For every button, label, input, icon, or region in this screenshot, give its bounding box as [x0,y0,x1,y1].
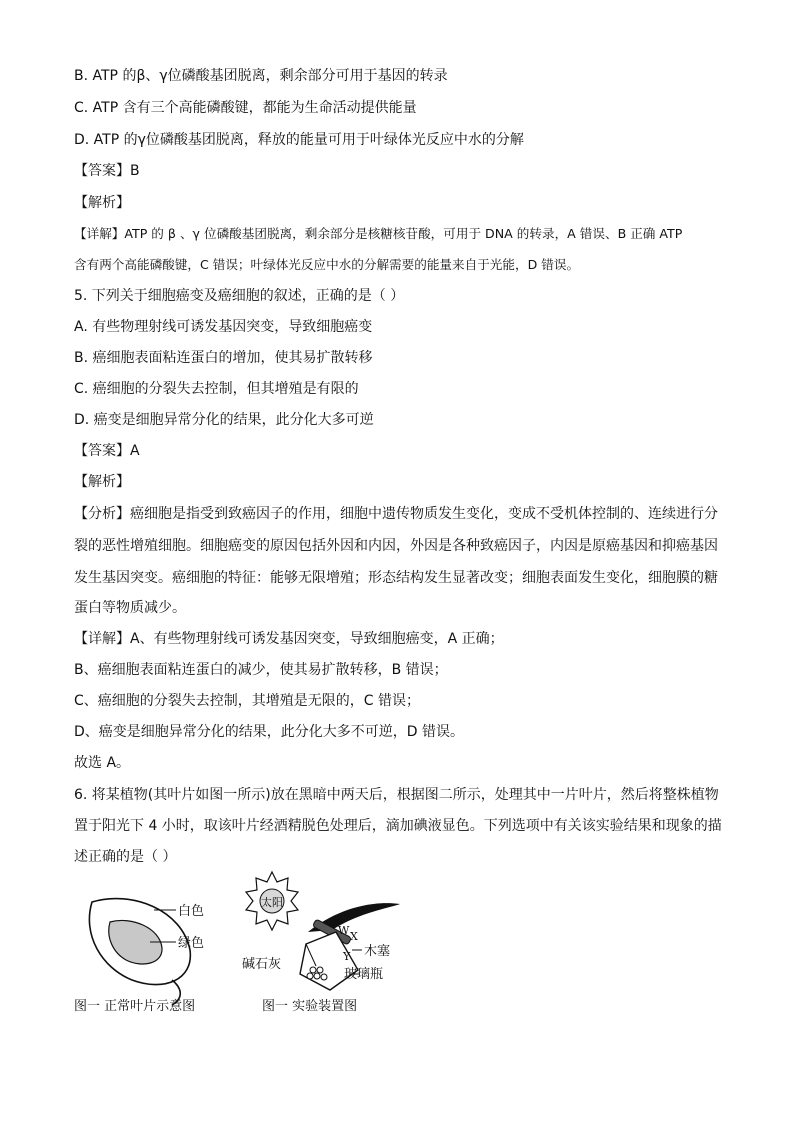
q5-fenxi-line-1: 【分析】癌细胞是指受到致癌因子的作用，细胞中遗传物质发生变化，变成不受机体控制的、连续进行分 [74,506,718,522]
figure2-caption: 图一 实验装置图 [262,999,358,1014]
q6-stem-line-3: 述正确的是（ ） [74,849,177,865]
q5-conclusion: 故选 A。 [74,755,131,771]
q5-detail-line-2: B、癌细胞表面粘连蛋白的减少，使其易扩散转移，B 错误； [74,662,448,678]
figure1-caption: 图一 正常叶片示意图 [74,999,196,1014]
q5-stem: 5. 下列关于细胞癌变及癌细胞的叙述，正确的是（ ） [74,288,405,304]
q5-option-c: C. 癌细胞的分裂失去控制，但其增殖是有限的 [74,381,359,397]
label-green: 绿色 [178,936,205,951]
q4-detail-line-1: 【详解】ATP 的 β 、γ 位磷酸基团脱离，剩余部分是核糖核苷酸，可用于 DNA 的转录，A 错误、B 正确 ATP [74,226,683,241]
q5-answer: 【答案】A [74,443,140,459]
label-soda-lime: 碱石灰 [242,957,282,972]
q6-stem-line-2: 置于阳光下 4 小时，取该叶片经酒精脱色处理后，滴加碘液显色。下列选项中有关该实验结果和现象的描 [74,818,722,834]
label-w: W [338,924,350,937]
label-white: 白色 [178,904,205,919]
q4-answer: 【答案】B [74,163,140,179]
q5-detail-line-4: D、癌变是细胞异常分化的结果，此分化大多不可逆，D 错误。 [74,724,465,740]
label-bottle: 玻璃瓶 [344,967,384,982]
q5-analysis-heading: 【解析】 [74,474,130,490]
q5-fenxi-line-4: 蛋白等物质减少。 [74,600,186,616]
q6-stem-line-1: 6. 将某植物(其叶片如图一所示)放在黑暗中两天后，根据图二所示，处理其中一片叶片，然后将整株植物 [74,787,719,803]
label-cork: 木塞 [364,944,391,959]
label-y: Y [343,950,351,963]
q5-fenxi-line-2: 裂的恶性增殖细胞。细胞癌变的原因包括外因和内因，外因是各种致癌因子，内因是原癌基因和抑癌基因 [74,538,718,554]
q5-option-d: D. 癌变是细胞异常分化的结果，此分化大多可逆 [74,412,374,428]
q4-detail-line-2: 含有两个高能磷酸键，C 错误；叶绿体光反应中水的分解需要的能量来自于光能，D 错误。 [74,257,580,272]
q4-option-c: C. ATP 含有三个高能磷酸键，都能为生命活动提供能量 [74,100,417,116]
q4-option-d: D. ATP 的γ位磷酸基团脱离，释放的能量可用于叶绿体光反应中水的分解 [74,132,524,148]
q5-detail-line-1: 【详解】A、有些物理射线可诱发基因突变，导致细胞癌变，A 正确； [74,631,504,647]
q4-option-b: B. ATP 的β、γ位磷酸基团脱离，剩余部分可用于基因的转录 [74,68,448,84]
q5-option-b: B. 癌细胞表面粘连蛋白的增加，使其易扩散转移 [74,350,373,366]
figure-apparatus-diagram [240,870,410,1020]
label-x: X [350,930,358,943]
q5-fenxi-line-3: 发生基因突变。癌细胞的特征：能够无限增殖；形态结构发生显著改变；细胞表面发生变化，细胞膜的糖 [74,570,718,586]
figure-leaf-diagram [72,880,252,1020]
q4-analysis-heading: 【解析】 [74,195,130,211]
q5-detail-line-3: C、癌细胞的分裂失去控制，其增殖是无限的，C 错误； [74,693,420,709]
sun-label: 太阳 [261,896,283,909]
q5-option-a: A. 有些物理射线可诱发基因突变，导致细胞癌变 [74,319,373,335]
